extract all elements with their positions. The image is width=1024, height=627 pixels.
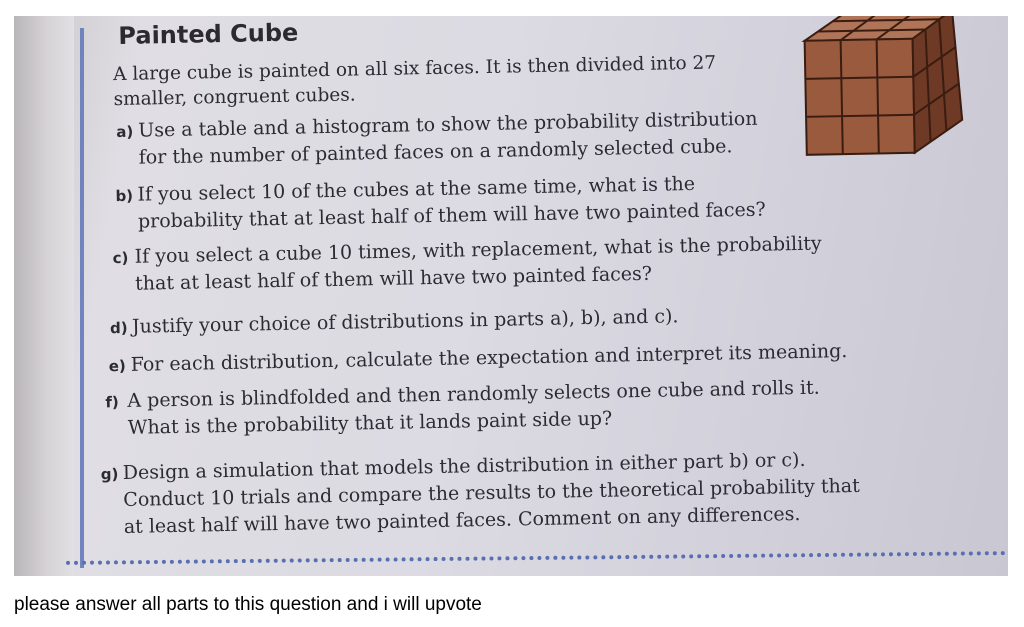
- part-f: [105, 374, 858, 442]
- page-title: Painted Cube: [118, 18, 299, 50]
- part-e: [108, 337, 910, 379]
- part-text: If you select 10 of the cubes at the same time, what is the probability that at least half of them will have two painted faces?: [137, 172, 766, 233]
- part-a: [116, 105, 779, 171]
- cube-icon: [784, 16, 967, 165]
- part-text: A person is blindfolded and then randomly selects one cube and rolls it. What is the probability that it lands paint side up?: [127, 376, 820, 439]
- part-label: f): [105, 393, 119, 412]
- part-label: g): [100, 465, 119, 484]
- part-label: c): [112, 248, 129, 268]
- part-label: b): [115, 186, 134, 206]
- part-g: [100, 446, 864, 541]
- part-c: [112, 230, 855, 298]
- part-text: Use a table and a histogram to show the probability distribution for the number of painted faces on a randomly selected cube.: [138, 107, 758, 169]
- part-label: e): [108, 356, 126, 376]
- part-text: Justify your choice of distributions in parts a), b), and c).: [131, 305, 679, 338]
- part-text: Design a simulation that models the distribution in either part b) or c). Conduct 10 trials and compare the results to the theoretical probability that at least half will have two painted faces. Comment on any differences.: [122, 448, 860, 538]
- part-d: [109, 299, 912, 341]
- part-b: [115, 169, 788, 235]
- part-text: If you select a cube 10 times, with replacement, what is the probability that at least half of them will have two painted faces?: [134, 232, 822, 295]
- part-label: a): [116, 122, 134, 142]
- part-label: d): [109, 318, 128, 338]
- question-caption: please answer all parts to this question and i will upvote: [14, 594, 482, 615]
- intro-text: A large cube is painted on all six faces. It is then divided into 27 smaller, congruent cubes.: [112, 52, 717, 111]
- part-text: For each distribution, calculate the expectation and interpret its meaning.: [130, 340, 848, 376]
- textbook-page: [14, 16, 1008, 576]
- textbook-photo: [14, 16, 1008, 576]
